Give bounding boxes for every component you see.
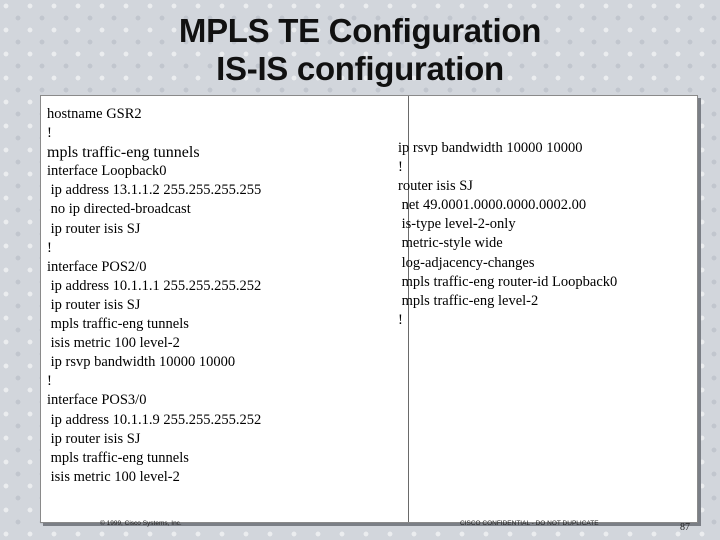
config-panel [40,95,698,523]
config-line: mpls traffic-eng tunnels [47,449,189,466]
config-line: ! [47,239,52,256]
config-line: ip router isis SJ [47,220,141,237]
page-number: 87 [680,522,690,533]
config-line: interface POS2/0 [47,258,147,275]
config-line: mpls traffic-eng tunnels [47,144,200,162]
slide-title-line-1: MPLS TE Configuration [178,12,542,49]
config-line: ip router isis SJ [47,430,141,447]
slide-title-line-2: IS-IS configuration [216,50,504,87]
right-config-block [398,139,617,330]
left-config-block [47,105,261,487]
footer-copyright: © 1999, Cisco Systems, Inc. [100,520,182,527]
config-line: ip address 13.1.1.2 255.255.255.255 [47,182,262,199]
footer-confidential: CISCO CONFIDENTIAL - DO NOT DUPLICATE [460,520,599,527]
config-line: ip rsvp bandwidth 10000 10000 [47,354,236,371]
config-line: isis metric 100 level-2 [47,335,180,352]
config-line: metric-style wide [398,235,503,252]
config-line: ! [398,159,403,176]
config-line: interface Loopback0 [47,163,167,180]
config-line: ip rsvp bandwidth 10000 10000 [398,140,583,156]
config-line: ip router isis SJ [47,296,141,313]
slide-title [0,12,720,88]
config-line: hostname GSR2 [47,106,142,122]
config-line: log-adjacency-changes [398,254,535,271]
config-line: net 49.0001.0000.0000.0002.00 [398,197,587,214]
config-line: mpls traffic-eng level-2 [398,292,539,309]
config-line: interface POS3/0 [47,392,147,409]
config-line: ip address 10.1.1.9 255.255.255.252 [47,411,262,428]
config-line: isis metric 100 level-2 [47,468,180,485]
config-line: is-type level-2-only [398,216,516,233]
config-line: ip address 10.1.1.1 255.255.255.252 [47,277,262,294]
config-line: ! [47,373,52,390]
config-line: no ip directed-broadcast [47,201,191,218]
config-line: ! [398,311,403,328]
config-line: mpls traffic-eng tunnels [47,316,189,333]
config-line: mpls traffic-eng router-id Loopback0 [398,273,618,290]
config-line: ! [47,125,52,142]
config-line: router isis SJ [398,178,473,195]
